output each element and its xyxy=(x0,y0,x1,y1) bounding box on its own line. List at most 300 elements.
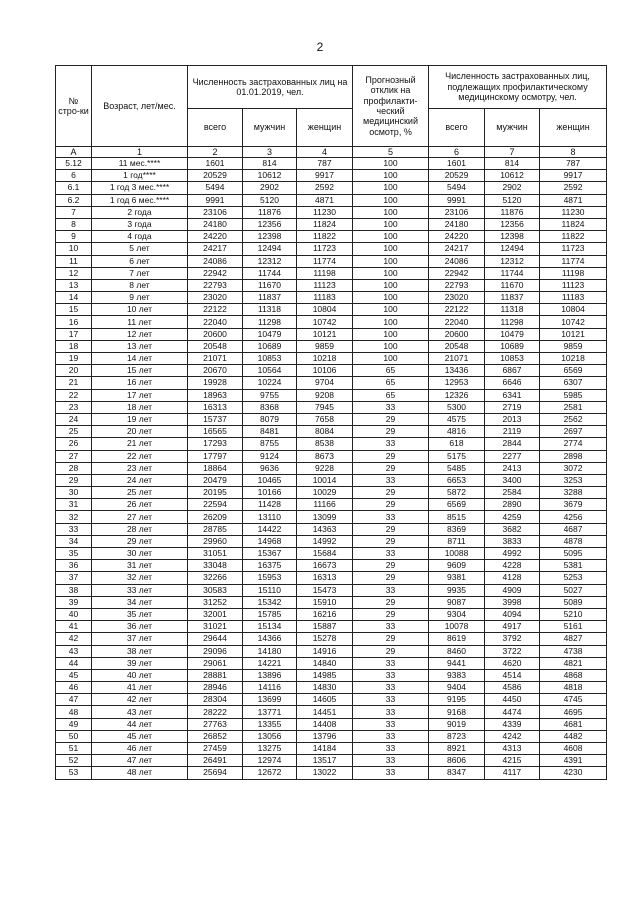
insured-women-cell: 9208 xyxy=(297,389,353,401)
insured-total-cell: 33048 xyxy=(188,560,243,572)
exam-total-cell: 20548 xyxy=(429,340,485,352)
insured-men-cell: 814 xyxy=(243,158,297,170)
row-number-cell: 9 xyxy=(56,231,92,243)
insured-women-cell: 10121 xyxy=(297,328,353,340)
age-cell: 45 лет xyxy=(92,730,188,742)
row-number-cell: 53 xyxy=(56,767,92,779)
row-number-cell: 34 xyxy=(56,535,92,547)
insured-women-cell: 10218 xyxy=(297,353,353,365)
header-exam-women: женщин xyxy=(540,109,607,147)
insured-total-cell: 24220 xyxy=(188,231,243,243)
insured-women-cell: 14992 xyxy=(297,535,353,547)
insured-total-cell: 20670 xyxy=(188,365,243,377)
exam-total-cell: 8369 xyxy=(429,523,485,535)
row-number-cell: 44 xyxy=(56,657,92,669)
response-cell: 33 xyxy=(353,755,429,767)
insured-men-cell: 11428 xyxy=(243,499,297,511)
exam-women-cell: 10218 xyxy=(540,353,607,365)
insured-women-cell: 7658 xyxy=(297,413,353,425)
exam-men-cell: 10689 xyxy=(485,340,540,352)
row-number-cell: 31 xyxy=(56,499,92,511)
exam-total-cell: 24220 xyxy=(429,231,485,243)
response-cell: 29 xyxy=(353,645,429,657)
insured-total-cell: 19928 xyxy=(188,377,243,389)
response-cell: 100 xyxy=(353,158,429,170)
insured-women-cell: 13796 xyxy=(297,730,353,742)
exam-men-cell: 10479 xyxy=(485,328,540,340)
insured-total-cell: 18864 xyxy=(188,462,243,474)
exam-men-cell: 2013 xyxy=(485,413,540,425)
exam-men-cell: 4339 xyxy=(485,718,540,730)
table-row xyxy=(56,706,607,718)
insured-men-cell: 12398 xyxy=(243,231,297,243)
exam-men-cell: 4586 xyxy=(485,682,540,694)
insured-women-cell: 11774 xyxy=(297,255,353,267)
insured-men-cell: 11876 xyxy=(243,206,297,218)
row-number-cell: 42 xyxy=(56,633,92,645)
age-cell: 2 года xyxy=(92,206,188,218)
header-women: женщин xyxy=(297,109,353,147)
age-cell: 14 лет xyxy=(92,353,188,365)
exam-women-cell: 4608 xyxy=(540,743,607,755)
exam-total-cell: 9935 xyxy=(429,584,485,596)
exam-men-cell: 4992 xyxy=(485,548,540,560)
insured-persons-table xyxy=(55,65,607,780)
insured-men-cell: 10564 xyxy=(243,365,297,377)
row-number-cell: 12 xyxy=(56,267,92,279)
exam-total-cell: 5300 xyxy=(429,401,485,413)
insured-men-cell: 9636 xyxy=(243,462,297,474)
row-number-cell: 19 xyxy=(56,353,92,365)
exam-women-cell: 3253 xyxy=(540,474,607,486)
response-cell: 33 xyxy=(353,694,429,706)
insured-men-cell: 15367 xyxy=(243,548,297,560)
insured-women-cell: 13099 xyxy=(297,511,353,523)
insured-men-cell: 12312 xyxy=(243,255,297,267)
exam-men-cell: 5120 xyxy=(485,194,540,206)
column-number: А xyxy=(56,147,92,158)
exam-men-cell: 6867 xyxy=(485,365,540,377)
age-cell: 18 лет xyxy=(92,401,188,413)
page-number: 2 xyxy=(316,40,324,54)
insured-women-cell: 9859 xyxy=(297,340,353,352)
age-cell: 3 года xyxy=(92,218,188,230)
insured-women-cell: 7945 xyxy=(297,401,353,413)
table-row xyxy=(56,718,607,730)
exam-men-cell: 12312 xyxy=(485,255,540,267)
response-cell: 100 xyxy=(353,316,429,328)
insured-men-cell: 16375 xyxy=(243,560,297,572)
exam-men-cell: 10853 xyxy=(485,353,540,365)
row-number-cell: 47 xyxy=(56,694,92,706)
response-cell: 100 xyxy=(353,231,429,243)
exam-women-cell: 4230 xyxy=(540,767,607,779)
insured-total-cell: 32266 xyxy=(188,572,243,584)
response-cell: 29 xyxy=(353,535,429,547)
insured-women-cell: 14184 xyxy=(297,743,353,755)
row-number-cell: 23 xyxy=(56,401,92,413)
exam-total-cell: 24180 xyxy=(429,218,485,230)
row-number-cell: 36 xyxy=(56,560,92,572)
exam-women-cell: 11183 xyxy=(540,292,607,304)
column-number: 5 xyxy=(353,147,429,158)
insured-men-cell: 12494 xyxy=(243,243,297,255)
response-cell: 100 xyxy=(353,340,429,352)
exam-women-cell: 3288 xyxy=(540,487,607,499)
response-cell: 100 xyxy=(353,304,429,316)
exam-women-cell: 6307 xyxy=(540,377,607,389)
exam-women-cell: 11230 xyxy=(540,206,607,218)
exam-total-cell: 8711 xyxy=(429,535,485,547)
exam-total-cell: 9441 xyxy=(429,657,485,669)
row-number-cell: 27 xyxy=(56,450,92,462)
header-exam-group: Численность застрахованных лиц, подлежащих профилактическому медицинскому осмотру, чел. xyxy=(429,66,607,109)
response-cell: 29 xyxy=(353,596,429,608)
row-number-cell: 10 xyxy=(56,243,92,255)
column-number: 8 xyxy=(540,147,607,158)
exam-total-cell: 20600 xyxy=(429,328,485,340)
exam-women-cell: 11822 xyxy=(540,231,607,243)
exam-women-cell: 10742 xyxy=(540,316,607,328)
insured-women-cell: 11166 xyxy=(297,499,353,511)
insured-men-cell: 12672 xyxy=(243,767,297,779)
row-number-cell: 46 xyxy=(56,682,92,694)
table-row xyxy=(56,548,607,560)
insured-women-cell: 16313 xyxy=(297,572,353,584)
response-cell: 29 xyxy=(353,426,429,438)
exam-men-cell: 4917 xyxy=(485,621,540,633)
header-age: Возраст, лет/мес. xyxy=(92,66,188,147)
exam-women-cell: 2592 xyxy=(540,182,607,194)
insured-total-cell: 29960 xyxy=(188,535,243,547)
age-cell: 19 лет xyxy=(92,413,188,425)
table-row xyxy=(56,608,607,620)
insured-total-cell: 20548 xyxy=(188,340,243,352)
row-number-cell: 39 xyxy=(56,596,92,608)
insured-total-cell: 21071 xyxy=(188,353,243,365)
insured-total-cell: 25694 xyxy=(188,767,243,779)
response-cell: 29 xyxy=(353,560,429,572)
age-cell: 6 лет xyxy=(92,255,188,267)
exam-total-cell: 12326 xyxy=(429,389,485,401)
header-exam-total: всего xyxy=(429,109,485,147)
insured-total-cell: 23106 xyxy=(188,206,243,218)
row-number-cell: 11 xyxy=(56,255,92,267)
insured-men-cell: 10689 xyxy=(243,340,297,352)
table-row xyxy=(56,743,607,755)
insured-women-cell: 14916 xyxy=(297,645,353,657)
insured-men-cell: 8079 xyxy=(243,413,297,425)
response-cell: 29 xyxy=(353,487,429,499)
table-row xyxy=(56,487,607,499)
exam-men-cell: 2844 xyxy=(485,438,540,450)
exam-total-cell: 21071 xyxy=(429,353,485,365)
header-response: Прогнозный отклик на профилакти-ческий медицинский осмотр, % xyxy=(353,66,429,147)
age-cell: 11 лет xyxy=(92,316,188,328)
response-cell: 33 xyxy=(353,669,429,681)
exam-women-cell: 4695 xyxy=(540,706,607,718)
age-cell: 25 лет xyxy=(92,487,188,499)
insured-total-cell: 20479 xyxy=(188,474,243,486)
exam-total-cell: 618 xyxy=(429,438,485,450)
insured-total-cell: 31252 xyxy=(188,596,243,608)
table-row xyxy=(56,353,607,365)
table-body xyxy=(56,147,607,780)
column-number: 7 xyxy=(485,147,540,158)
insured-total-cell: 28222 xyxy=(188,706,243,718)
exam-women-cell: 787 xyxy=(540,158,607,170)
exam-men-cell: 11298 xyxy=(485,316,540,328)
exam-men-cell: 4474 xyxy=(485,706,540,718)
response-cell: 65 xyxy=(353,389,429,401)
insured-women-cell: 2592 xyxy=(297,182,353,194)
insured-total-cell: 16313 xyxy=(188,401,243,413)
insured-total-cell: 1601 xyxy=(188,158,243,170)
exam-women-cell: 2562 xyxy=(540,413,607,425)
row-number-cell: 18 xyxy=(56,340,92,352)
exam-total-cell: 24086 xyxy=(429,255,485,267)
insured-total-cell: 20529 xyxy=(188,170,243,182)
insured-men-cell: 13771 xyxy=(243,706,297,718)
response-cell: 65 xyxy=(353,365,429,377)
age-cell: 1 год 3 мес.**** xyxy=(92,182,188,194)
response-cell: 65 xyxy=(353,377,429,389)
row-number-cell: 16 xyxy=(56,316,92,328)
row-number-cell: 40 xyxy=(56,608,92,620)
exam-total-cell: 9304 xyxy=(429,608,485,620)
response-cell: 33 xyxy=(353,718,429,730)
row-number-cell: 6 xyxy=(56,170,92,182)
insured-women-cell: 14451 xyxy=(297,706,353,718)
age-cell: 42 лет xyxy=(92,694,188,706)
insured-women-cell: 14985 xyxy=(297,669,353,681)
response-cell: 33 xyxy=(353,730,429,742)
exam-total-cell: 8460 xyxy=(429,645,485,657)
age-cell: 24 лет xyxy=(92,474,188,486)
exam-women-cell: 11723 xyxy=(540,243,607,255)
age-cell: 36 лет xyxy=(92,621,188,633)
row-number-cell: 50 xyxy=(56,730,92,742)
insured-women-cell: 14363 xyxy=(297,523,353,535)
insured-women-cell: 14840 xyxy=(297,657,353,669)
insured-total-cell: 26209 xyxy=(188,511,243,523)
table-row xyxy=(56,206,607,218)
table-row xyxy=(56,755,607,767)
age-cell: 22 лет xyxy=(92,450,188,462)
table-row xyxy=(56,511,607,523)
age-cell: 15 лет xyxy=(92,365,188,377)
response-cell: 33 xyxy=(353,767,429,779)
exam-total-cell: 24217 xyxy=(429,243,485,255)
response-cell: 33 xyxy=(353,706,429,718)
exam-men-cell: 6341 xyxy=(485,389,540,401)
exam-men-cell: 3998 xyxy=(485,596,540,608)
insured-women-cell: 15684 xyxy=(297,548,353,560)
table-row xyxy=(56,365,607,377)
exam-men-cell: 2902 xyxy=(485,182,540,194)
table-row xyxy=(56,316,607,328)
exam-total-cell: 22040 xyxy=(429,316,485,328)
age-cell: 17 лет xyxy=(92,389,188,401)
exam-women-cell: 9917 xyxy=(540,170,607,182)
insured-men-cell: 15953 xyxy=(243,572,297,584)
exam-total-cell: 9404 xyxy=(429,682,485,694)
exam-men-cell: 2890 xyxy=(485,499,540,511)
insured-total-cell: 29061 xyxy=(188,657,243,669)
header-total: всего xyxy=(188,109,243,147)
age-cell: 4 года xyxy=(92,231,188,243)
insured-men-cell: 13056 xyxy=(243,730,297,742)
row-number-cell: 5.12 xyxy=(56,158,92,170)
insured-women-cell: 15887 xyxy=(297,621,353,633)
exam-men-cell: 11670 xyxy=(485,279,540,291)
insured-women-cell: 15278 xyxy=(297,633,353,645)
exam-men-cell: 12398 xyxy=(485,231,540,243)
age-cell: 37 лет xyxy=(92,633,188,645)
response-cell: 100 xyxy=(353,328,429,340)
insured-women-cell: 11824 xyxy=(297,218,353,230)
response-cell: 33 xyxy=(353,438,429,450)
insured-total-cell: 27763 xyxy=(188,718,243,730)
header-row-number: № стро-ки xyxy=(56,66,92,147)
row-number-cell: 32 xyxy=(56,511,92,523)
insured-total-cell: 16565 xyxy=(188,426,243,438)
exam-men-cell: 4228 xyxy=(485,560,540,572)
exam-total-cell: 9609 xyxy=(429,560,485,572)
exam-women-cell: 5089 xyxy=(540,596,607,608)
age-cell: 1 год**** xyxy=(92,170,188,182)
insured-women-cell: 9704 xyxy=(297,377,353,389)
table-row xyxy=(56,560,607,572)
insured-total-cell: 5494 xyxy=(188,182,243,194)
exam-women-cell: 5253 xyxy=(540,572,607,584)
age-cell: 21 лет xyxy=(92,438,188,450)
insured-men-cell: 13275 xyxy=(243,743,297,755)
exam-men-cell: 3833 xyxy=(485,535,540,547)
insured-men-cell: 10224 xyxy=(243,377,297,389)
exam-total-cell: 20529 xyxy=(429,170,485,182)
response-cell: 33 xyxy=(353,511,429,523)
insured-total-cell: 29644 xyxy=(188,633,243,645)
exam-women-cell: 4687 xyxy=(540,523,607,535)
exam-men-cell: 4259 xyxy=(485,511,540,523)
exam-women-cell: 5027 xyxy=(540,584,607,596)
exam-men-cell: 2277 xyxy=(485,450,540,462)
table-row xyxy=(56,767,607,779)
insured-total-cell: 9991 xyxy=(188,194,243,206)
exam-men-cell: 4450 xyxy=(485,694,540,706)
insured-total-cell: 22040 xyxy=(188,316,243,328)
response-cell: 33 xyxy=(353,743,429,755)
exam-women-cell: 11123 xyxy=(540,279,607,291)
exam-total-cell: 8723 xyxy=(429,730,485,742)
row-number-cell: 7 xyxy=(56,206,92,218)
insured-men-cell: 15342 xyxy=(243,596,297,608)
response-cell: 100 xyxy=(353,170,429,182)
age-cell: 27 лет xyxy=(92,511,188,523)
exam-men-cell: 6646 xyxy=(485,377,540,389)
exam-women-cell: 10121 xyxy=(540,328,607,340)
response-cell: 29 xyxy=(353,450,429,462)
exam-men-cell: 4313 xyxy=(485,743,540,755)
exam-women-cell: 4745 xyxy=(540,694,607,706)
exam-men-cell: 11837 xyxy=(485,292,540,304)
row-number-cell: 33 xyxy=(56,523,92,535)
insured-women-cell: 14408 xyxy=(297,718,353,730)
exam-women-cell: 4871 xyxy=(540,194,607,206)
exam-total-cell: 5485 xyxy=(429,462,485,474)
table-row xyxy=(56,438,607,450)
row-number-cell: 22 xyxy=(56,389,92,401)
insured-men-cell: 13355 xyxy=(243,718,297,730)
response-cell: 29 xyxy=(353,633,429,645)
insured-men-cell: 12974 xyxy=(243,755,297,767)
age-cell: 5 лет xyxy=(92,243,188,255)
age-cell: 29 лет xyxy=(92,535,188,547)
insured-women-cell: 9228 xyxy=(297,462,353,474)
exam-men-cell: 814 xyxy=(485,158,540,170)
insured-men-cell: 9755 xyxy=(243,389,297,401)
exam-men-cell: 11876 xyxy=(485,206,540,218)
age-cell: 39 лет xyxy=(92,657,188,669)
response-cell: 100 xyxy=(353,182,429,194)
exam-men-cell: 2413 xyxy=(485,462,540,474)
insured-men-cell: 10612 xyxy=(243,170,297,182)
insured-men-cell: 14366 xyxy=(243,633,297,645)
age-cell: 7 лет xyxy=(92,267,188,279)
row-number-cell: 24 xyxy=(56,413,92,425)
insured-women-cell: 15910 xyxy=(297,596,353,608)
row-number-cell: 15 xyxy=(56,304,92,316)
insured-total-cell: 27459 xyxy=(188,743,243,755)
table-row xyxy=(56,669,607,681)
insured-total-cell: 31051 xyxy=(188,548,243,560)
insured-total-cell: 32001 xyxy=(188,608,243,620)
exam-total-cell: 8606 xyxy=(429,755,485,767)
insured-total-cell: 22122 xyxy=(188,304,243,316)
table-row xyxy=(56,243,607,255)
insured-men-cell: 11744 xyxy=(243,267,297,279)
age-cell: 9 лет xyxy=(92,292,188,304)
exam-women-cell: 11774 xyxy=(540,255,607,267)
age-cell: 12 лет xyxy=(92,328,188,340)
table-row xyxy=(56,621,607,633)
exam-total-cell: 22122 xyxy=(429,304,485,316)
age-cell: 48 лет xyxy=(92,767,188,779)
column-number: 3 xyxy=(243,147,297,158)
age-cell: 10 лет xyxy=(92,304,188,316)
table-row xyxy=(56,304,607,316)
response-cell: 33 xyxy=(353,621,429,633)
exam-men-cell: 2584 xyxy=(485,487,540,499)
exam-men-cell: 2119 xyxy=(485,426,540,438)
insured-men-cell: 15134 xyxy=(243,621,297,633)
age-cell: 23 лет xyxy=(92,462,188,474)
insured-women-cell: 13517 xyxy=(297,755,353,767)
table-row xyxy=(56,218,607,230)
insured-total-cell: 26852 xyxy=(188,730,243,742)
response-cell: 100 xyxy=(353,194,429,206)
exam-total-cell: 10078 xyxy=(429,621,485,633)
insured-men-cell: 10465 xyxy=(243,474,297,486)
table-row xyxy=(56,401,607,413)
exam-total-cell: 12953 xyxy=(429,377,485,389)
table-row xyxy=(56,170,607,182)
age-cell: 16 лет xyxy=(92,377,188,389)
table-row xyxy=(56,279,607,291)
insured-men-cell: 11298 xyxy=(243,316,297,328)
header-insured-group: Численность застрахованных лиц на 01.01.2019, чел. xyxy=(188,66,353,109)
